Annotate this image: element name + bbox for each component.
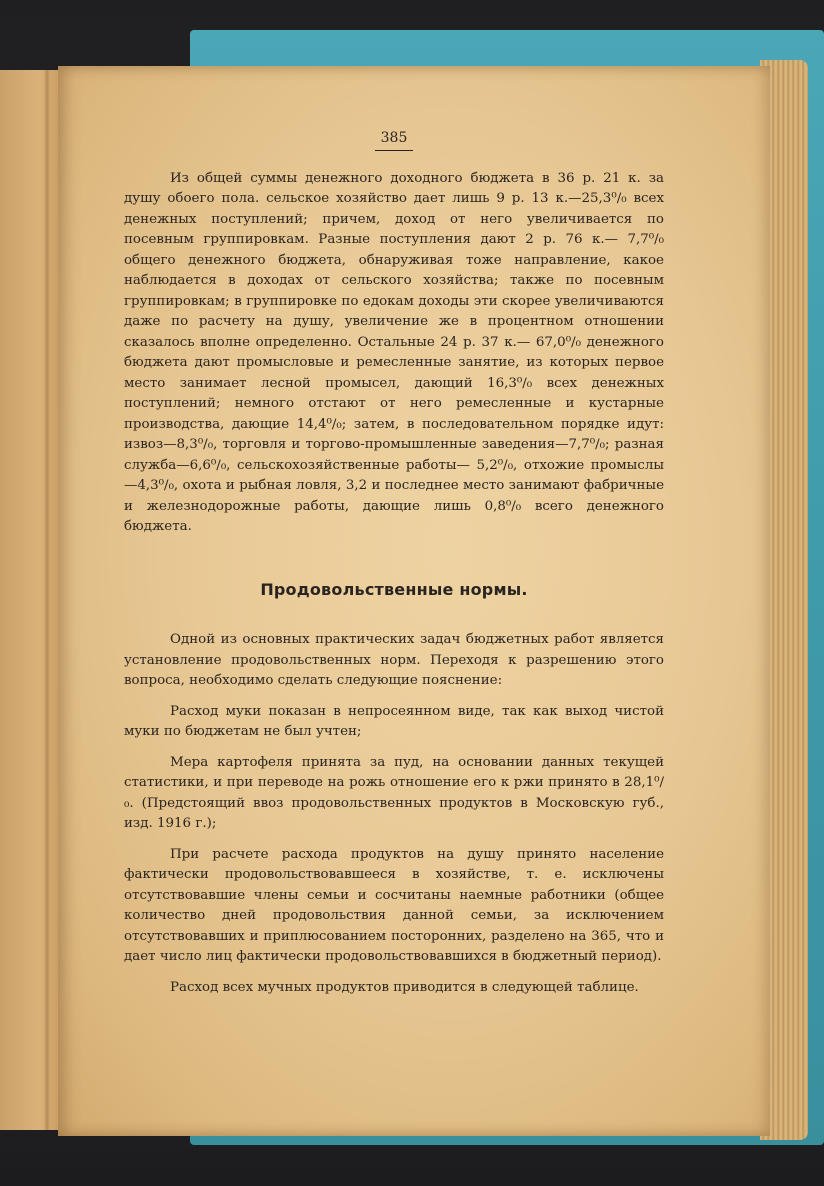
paragraph-table-intro: Расход всех мучных продуктов приводится в следующей таблице. xyxy=(170,979,639,995)
binding-crease xyxy=(44,70,50,1130)
paragraph-norms-intro: Одной из основных практических задач бюджетных работ является установление продовольственных норм. Переходя к разрешению этого вопроса, необходимо сделать следующие пояснение: xyxy=(124,632,664,688)
paragraph-flour: Расход муки показан в непросеянном виде, так как выход чистой муки по бюджетам не был учтен; xyxy=(124,703,664,739)
paragraph-calculation: При расчете расхода продуктов на душу принято население фактически продовольствовавшееся в хозяйстве, т. е. исключены отсутствовавшие члены семьи и сосчитаны наемные работники (общее количество дней продовольствия данной семьи, за исключением отсутствовавших и приплюсованием посторонних, разделено на 365, что и дает число лиц фактически продовольствовавшихся в бюджетный период). xyxy=(124,846,664,964)
paragraph-potato: Мера картофеля принята за пуд, на основании данных текущей статистики, и при переводе на рожь отношение его к ржи принято в 28,1⁰/₀. (Предстоящий ввоз продовольственных продуктов в Московскую губ., изд. 1916 г.); xyxy=(124,754,664,831)
page-number xyxy=(124,128,664,151)
page-number-value: 385 xyxy=(375,128,414,151)
left-page-edge xyxy=(0,70,66,1130)
paragraph-budget-summary: Из общей суммы денежного доходного бюджета в 36 р. 21 к. за душу обоего пола. сельское хозяйство дает лишь 9 р. 13 к.—25,3⁰/₀ всех денежных поступлений; причем, доход от него увеличивается по посевным группировкам. Разные поступления дают 2 р. 76 к.— 7,7⁰/₀ общего денежного бюджета, обнаруживая тоже направление, какое наблюдается в доходах от сельского хозяйства; также по посевным группировкам; в группировке по едокам доходы эти скорее увеличиваются даже по расчету на душу, увеличение же в процентном отношении сказалось вполне определенно. Остальные 24 р. 37 к.— 67,0⁰/₀ денежного бюджета дают промысловые и ремесленные занятие, из которых первое место занимает лесной промысел, дающий 16,3⁰/₀ всех денежных поступлений; немного отстают от него ремесленные и кустарные производства, дающие 14,4⁰/₀; затем, в последовательном порядке идут: извоз—8,3⁰/₀, торговля и торгово-промышленные заведения—7,7⁰/₀; разная служба—6,6⁰/₀, сельскохозяйственные работы— 5,2⁰/₀, отхожие промыслы—4,3⁰/₀, охота и рыбная ловля, 3,2 и последнее место занимают фабричные и железнодорожные работы, дающие лишь 0,8⁰/₀ всего денежного бюджета. xyxy=(124,170,664,534)
book-page xyxy=(58,66,770,1136)
section-heading: Продовольственные нормы. xyxy=(260,579,528,599)
page-text xyxy=(124,128,664,998)
